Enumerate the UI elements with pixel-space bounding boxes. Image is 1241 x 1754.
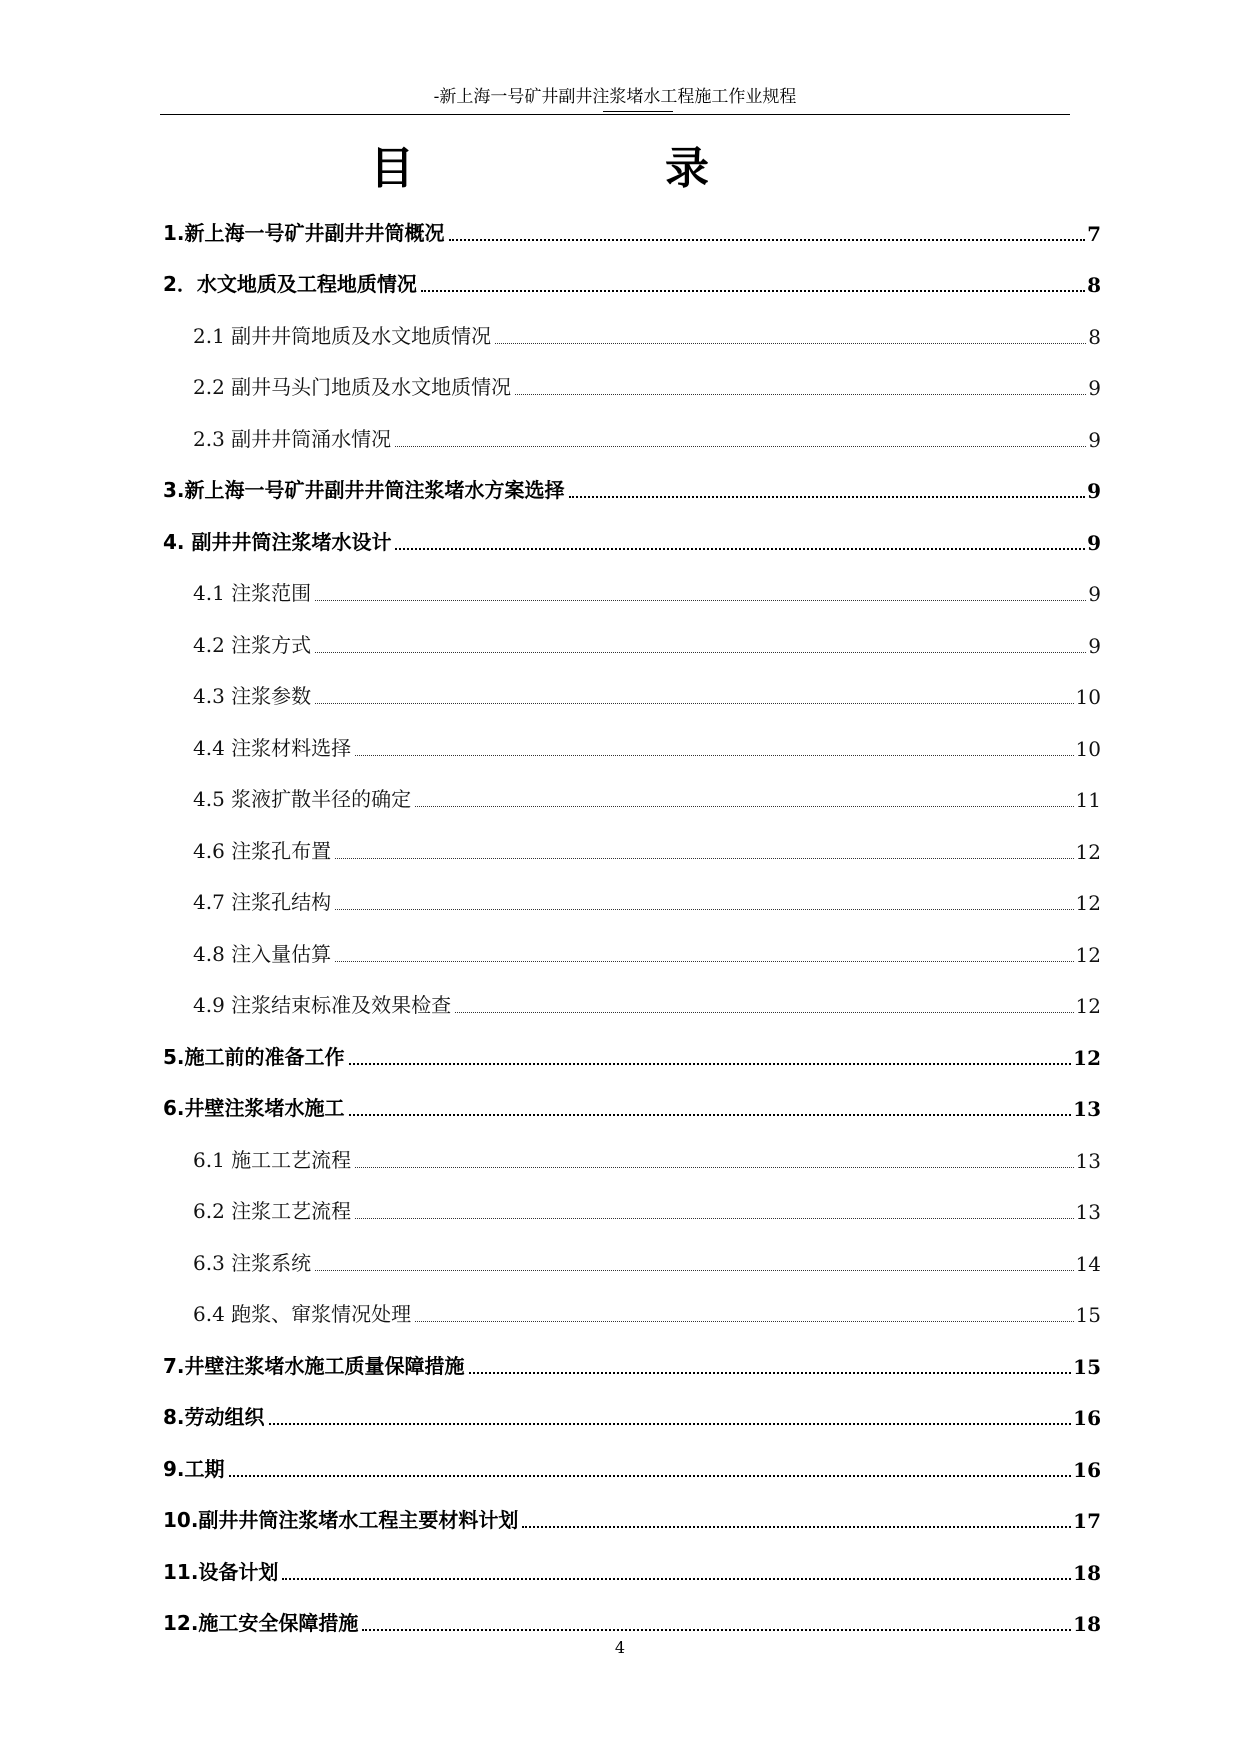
toc-subentry[interactable]	[163, 1287, 1101, 1339]
toc-entry-title: 9.工期	[163, 1456, 225, 1481]
toc-dot-leader	[355, 755, 1073, 756]
toc-entry[interactable]	[163, 463, 1101, 515]
toc-dot-leader	[455, 1012, 1073, 1013]
toc-entry[interactable]	[163, 257, 1101, 309]
toc-dot-leader	[569, 496, 1086, 498]
toc-dot-leader	[315, 600, 1086, 601]
toc-title-char-1: 目	[370, 143, 414, 194]
toc-entry[interactable]	[163, 1544, 1101, 1596]
toc-entry-title: 4.9 注浆结束标准及效果检查	[193, 993, 452, 1017]
toc-entry-page: 12	[1075, 891, 1101, 915]
toc-subentry[interactable]	[163, 1132, 1101, 1184]
toc-entry-page: 9	[1087, 530, 1101, 555]
toc-dot-leader	[515, 394, 1086, 395]
toc-dot-leader	[335, 961, 1073, 962]
toc-entry-title: 4. 副井井筒注浆堵水设计	[163, 529, 392, 554]
toc-entry-page: 13	[1073, 1097, 1101, 1121]
toc-dot-leader	[315, 652, 1086, 653]
toc-entry-page: 8	[1088, 324, 1101, 349]
toc-subentry[interactable]	[163, 308, 1101, 360]
toc-entry[interactable]	[163, 205, 1101, 257]
toc-entry-page: 12	[1075, 942, 1101, 967]
toc-entry-page: 9	[1088, 582, 1101, 606]
toc-entry[interactable]	[163, 1441, 1101, 1493]
toc-entry-page: 9	[1088, 427, 1101, 452]
toc-title-char-2: 录	[665, 143, 709, 194]
toc-dot-leader	[355, 1167, 1073, 1168]
running-header: -新上海一号矿井副井注浆堵水工程施工作业规程	[433, 87, 797, 107]
toc-entry[interactable]	[163, 1493, 1101, 1545]
toc-entry-title: 6.井壁注浆堵水施工	[163, 1096, 345, 1120]
toc-subentry[interactable]	[163, 720, 1101, 772]
toc-entry-title: 10.副井井筒注浆堵水工程主要材料计划	[163, 1508, 519, 1532]
toc-entry-page: 11	[1075, 788, 1101, 812]
toc-entry-page: 12	[1073, 1045, 1101, 1070]
toc-entry-title: 2．水文地质及工程地质情况	[163, 272, 417, 296]
toc-subentry[interactable]	[163, 1184, 1101, 1236]
toc-entry-title: 12.施工安全保障措施	[163, 1611, 359, 1635]
toc-dot-leader	[362, 1629, 1071, 1631]
toc-entry-title: 7.井壁注浆堵水施工质量保障措施	[163, 1353, 465, 1378]
toc-entry-page: 13	[1075, 1148, 1101, 1173]
toc-entry-page: 15	[1073, 1354, 1101, 1379]
toc-entry-title: 1.新上海一号矿井副井井筒概况	[163, 220, 445, 245]
toc-dot-leader	[495, 343, 1086, 344]
toc-dot-leader	[315, 703, 1073, 704]
toc-entry[interactable]	[163, 1081, 1101, 1133]
toc-entry-page: 12	[1075, 994, 1101, 1018]
toc-entry-title: 6.1 施工工艺流程	[193, 1147, 352, 1172]
toc-dot-leader	[269, 1423, 1072, 1425]
toc-dot-leader	[349, 1063, 1072, 1065]
toc-entry-title: 6.3 注浆系统	[193, 1250, 312, 1275]
toc-subentry[interactable]	[163, 617, 1101, 669]
toc-entry-page: 9	[1087, 479, 1101, 503]
toc-subentry[interactable]	[163, 926, 1101, 978]
toc-entry-title: 4.4 注浆材料选择	[193, 735, 352, 760]
toc-dot-leader	[229, 1475, 1072, 1477]
toc-entry-page: 18	[1073, 1612, 1101, 1636]
toc-entry-page: 12	[1075, 839, 1101, 864]
toc-entry-page: 15	[1075, 1303, 1101, 1327]
toc-entry-title: 4.7 注浆孔结构	[193, 890, 332, 914]
toc-dot-leader	[522, 1526, 1071, 1528]
toc-entry-page: 10	[1075, 736, 1101, 761]
toc-entry-title: 8.劳动组织	[163, 1405, 265, 1429]
toc-subentry[interactable]	[163, 875, 1101, 927]
toc-entry-title: 2.3 副井井筒涌水情况	[193, 426, 392, 451]
toc-entry-title: 2.2 副井马头门地质及水文地质情况	[193, 375, 512, 399]
toc-dot-leader	[421, 290, 1085, 292]
toc-subentry[interactable]	[163, 669, 1101, 721]
toc-dot-leader	[415, 1321, 1073, 1322]
toc-subentry[interactable]	[163, 978, 1101, 1030]
toc-entry[interactable]	[163, 1390, 1101, 1442]
toc-entry-page: 16	[1073, 1457, 1101, 1482]
toc-entry-page: 17	[1073, 1509, 1101, 1533]
toc-subentry[interactable]	[163, 566, 1101, 618]
header-underline	[603, 111, 673, 112]
toc-dot-leader	[449, 239, 1086, 241]
toc-entry-title: 11.设备计划	[163, 1559, 279, 1584]
toc-dot-leader	[282, 1578, 1071, 1580]
toc-subentry[interactable]	[163, 772, 1101, 824]
toc-entry-title: 4.8 注入量估算	[193, 941, 332, 966]
toc-subentry[interactable]	[163, 360, 1101, 412]
toc-entry[interactable]	[163, 1338, 1101, 1390]
page-number: 4	[614, 1638, 626, 1657]
toc-dot-leader	[315, 1270, 1073, 1271]
toc-subentry[interactable]	[163, 411, 1101, 463]
toc-dot-leader	[395, 548, 1085, 550]
toc-entry-title: 4.5 浆液扩散半径的确定	[193, 787, 412, 811]
toc-entry-title: 4.1 注浆范围	[193, 581, 312, 605]
toc-title	[160, 138, 1070, 200]
header-rule	[160, 114, 1070, 115]
toc-entry-title: 4.2 注浆方式	[193, 632, 312, 657]
toc-dot-leader	[469, 1372, 1072, 1374]
toc-entry-title: 2.1 副井井筒地质及水文地质情况	[193, 323, 492, 348]
toc-entry[interactable]	[163, 1029, 1101, 1081]
toc-entry-title: 6.4 跑浆、窜浆情况处理	[193, 1302, 412, 1326]
toc-entry-page: 18	[1073, 1560, 1101, 1585]
toc-entry-page: 14	[1075, 1251, 1101, 1276]
toc-subentry[interactable]	[163, 823, 1101, 875]
toc-entry-page: 10	[1075, 685, 1101, 709]
toc-entry-page: 8	[1087, 273, 1101, 297]
toc-entry[interactable]	[163, 514, 1101, 566]
toc-entry-page: 16	[1073, 1406, 1101, 1430]
toc-entry-title: 6.2 注浆工艺流程	[193, 1199, 352, 1223]
toc-entry-title: 3.新上海一号矿井副井井筒注浆堵水方案选择	[163, 478, 565, 502]
toc-entry-page: 7	[1087, 221, 1101, 246]
toc-dot-leader	[355, 1218, 1073, 1219]
toc-dot-leader	[335, 858, 1073, 859]
table-of-contents	[163, 205, 1101, 1647]
toc-dot-leader	[335, 909, 1073, 910]
toc-entry-page: 13	[1075, 1200, 1101, 1224]
toc-subentry[interactable]	[163, 1235, 1101, 1287]
toc-entry-title: 4.6 注浆孔布置	[193, 838, 332, 863]
toc-dot-leader	[395, 446, 1086, 447]
toc-entry-page: 9	[1088, 633, 1101, 658]
toc-dot-leader	[415, 806, 1073, 807]
toc-entry-title: 5.施工前的准备工作	[163, 1044, 345, 1069]
toc-dot-leader	[349, 1114, 1072, 1116]
toc-entry-page: 9	[1088, 376, 1101, 400]
toc-entry-title: 4.3 注浆参数	[193, 684, 312, 708]
